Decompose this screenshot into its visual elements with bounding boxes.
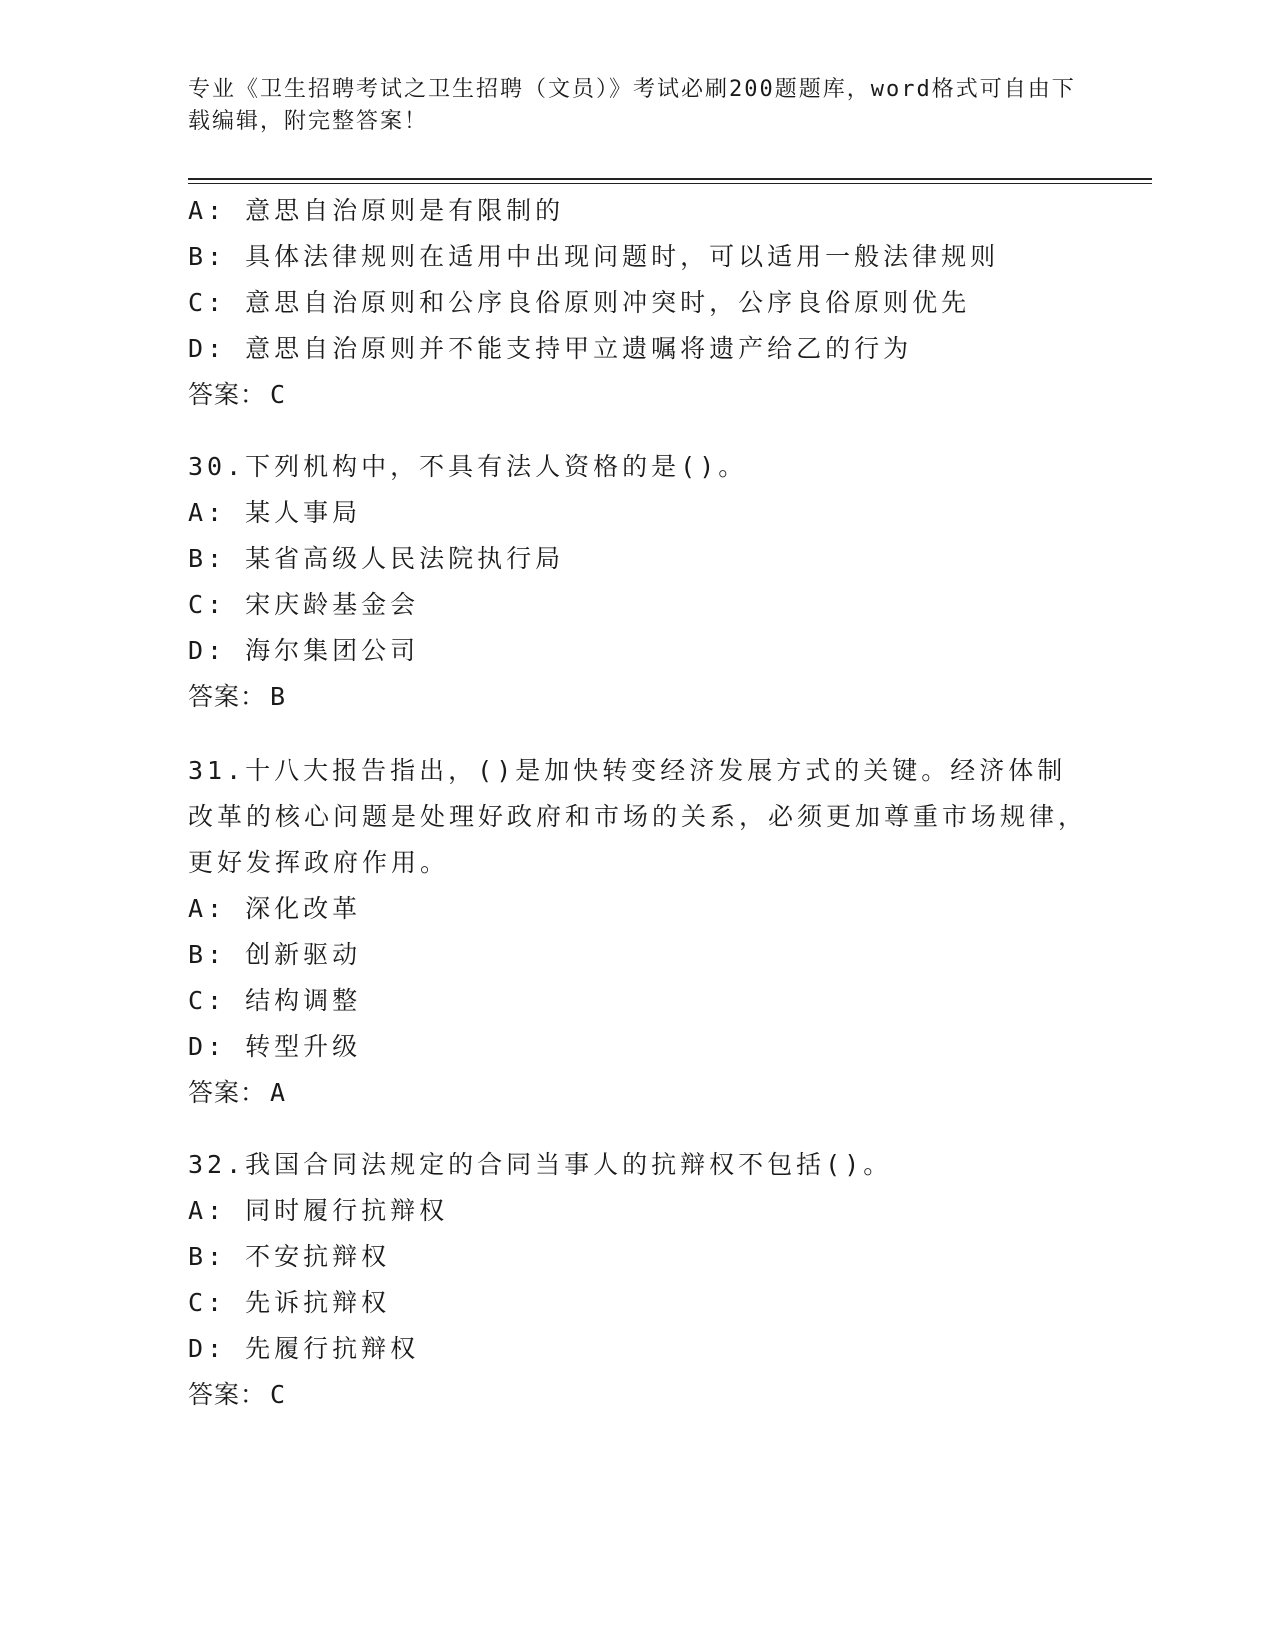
option-b: B: 某省高级人民法院执行局 — [188, 544, 565, 573]
question-32 — [188, 1142, 1148, 1418]
option-d: D: 意思自治原则并不能支持甲立遗嘱将遗产给乙的行为 — [188, 334, 913, 363]
answer-line — [188, 1372, 1148, 1418]
question-29-continuation — [188, 188, 1148, 418]
option-a: A: 深化改革 — [188, 894, 362, 923]
question-stem: 30.下列机构中，不具有法人资格的是()。 — [188, 452, 748, 481]
option-b: B: 具体法律规则在适用中出现问题时，可以适用一般法律规则 — [188, 242, 1000, 271]
answer-value: A — [270, 1078, 287, 1107]
option-d: D: 先履行抗辩权 — [188, 1334, 420, 1363]
option-d: D: 转型升级 — [188, 1032, 362, 1061]
document-header: 专业《卫生招聘考试之卫生招聘（文员）》考试必刷200题题库，word格式可自由下载编辑，附完整答案！ — [188, 77, 1076, 134]
option-a: A: 意思自治原则是有限制的 — [188, 196, 565, 225]
option-a: A: 同时履行抗辩权 — [188, 1196, 449, 1225]
option-b: B: 创新驱动 — [188, 940, 362, 969]
option-a: A: 某人事局 — [188, 498, 362, 527]
question-30 — [188, 444, 1148, 720]
question-stem: 31.十八大报告指出，()是加快转变经济发展方式的关键。经济体制改革的核心问题是处理好政府和市场的关系，必须更加尊重市场规律，更好发挥政府作用。 — [188, 756, 1088, 877]
option-d: D: 海尔集团公司 — [188, 636, 420, 665]
answer-label: 答案： — [188, 682, 267, 711]
answer-label: 答案： — [188, 1078, 267, 1107]
answer-line — [188, 674, 1148, 720]
answer-line — [188, 1070, 1148, 1116]
answer-value: C — [270, 380, 287, 409]
option-c: C: 宋庆龄基金会 — [188, 590, 420, 619]
answer-value: B — [270, 682, 287, 711]
option-c: C: 意思自治原则和公序良俗原则冲突时，公序良俗原则优先 — [188, 288, 971, 317]
question-31 — [188, 748, 1148, 1116]
header-divider — [188, 178, 1152, 184]
option-c: C: 结构调整 — [188, 986, 362, 1015]
option-c: C: 先诉抗辩权 — [188, 1288, 391, 1317]
question-stem: 32.我国合同法规定的合同当事人的抗辩权不包括()。 — [188, 1150, 893, 1179]
option-b: B: 不安抗辩权 — [188, 1242, 391, 1271]
answer-value: C — [270, 1380, 287, 1409]
answer-label: 答案： — [188, 1380, 267, 1409]
answer-label: 答案： — [188, 380, 267, 409]
answer-line — [188, 372, 1148, 418]
